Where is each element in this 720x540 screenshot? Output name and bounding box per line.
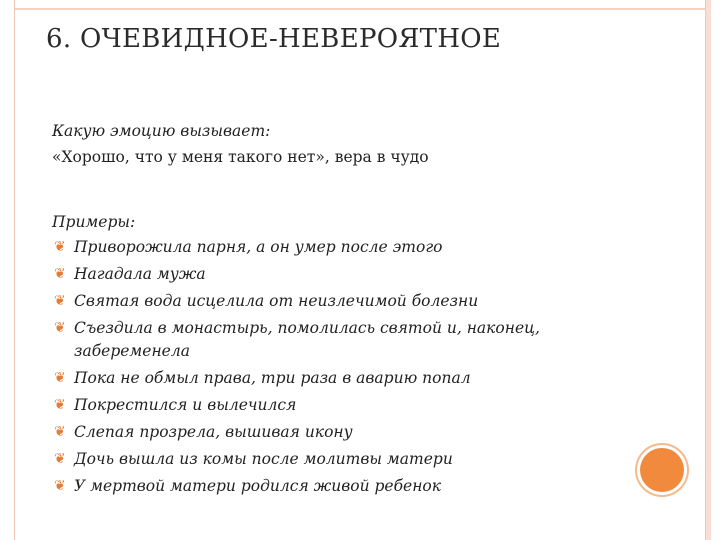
- orange-circle-decoration: [640, 448, 684, 492]
- fleuron-bullet-icon: ❦: [54, 451, 66, 467]
- list-item-text: Слепая прозрела, вышивая икону: [74, 423, 353, 441]
- examples-label: Примеры:: [52, 213, 136, 231]
- right-accent-stripe: [706, 0, 711, 540]
- fleuron-bullet-icon: ❦: [54, 293, 66, 309]
- list-item: [52, 317, 642, 363]
- slide-title: 6. ОЧЕВИДНОЕ-НЕВЕРОЯТНОЕ: [46, 24, 502, 54]
- list-item-text: Нагадала мужа: [74, 265, 206, 283]
- fleuron-bullet-icon: ❦: [54, 370, 66, 386]
- list-item: [52, 394, 642, 417]
- answer-text: «Хорошо, что у меня такого нет», вера в чудо: [52, 148, 429, 166]
- slide-body: [52, 118, 642, 502]
- list-item-text: Дочь вышла из комы после молитвы матери: [74, 450, 453, 468]
- list-item: [52, 263, 642, 286]
- question-label: Какую эмоцию вызывает:: [52, 122, 271, 140]
- fleuron-bullet-icon: ❦: [54, 478, 66, 494]
- list-item-text: Святая вода исцелила от неизлечимой болезни: [74, 292, 479, 310]
- list-item: [52, 475, 642, 498]
- list-item-text: У мертвой матери родился живой ребенок: [74, 477, 442, 495]
- list-item: [52, 421, 642, 444]
- list-item: [52, 448, 642, 471]
- fleuron-bullet-icon: ❦: [54, 239, 66, 255]
- fleuron-bullet-icon: ❦: [54, 424, 66, 440]
- list-item-text: Пока не обмыл права, три раза в аварию попал: [74, 369, 471, 387]
- fleuron-bullet-icon: ❦: [54, 320, 66, 336]
- list-item-text: Съездила в монастырь, помолилась святой и, наконец, забеременела: [74, 319, 540, 360]
- list-item-text: Покрестился и вылечился: [74, 396, 297, 414]
- list-item: [52, 367, 642, 390]
- fleuron-bullet-icon: ❦: [54, 266, 66, 282]
- list-item: [52, 290, 642, 313]
- list-item-text: Приворожила парня, а он умер после этого: [74, 238, 443, 256]
- fleuron-bullet-icon: ❦: [54, 397, 66, 413]
- examples-list: [52, 236, 642, 498]
- list-item: [52, 236, 642, 259]
